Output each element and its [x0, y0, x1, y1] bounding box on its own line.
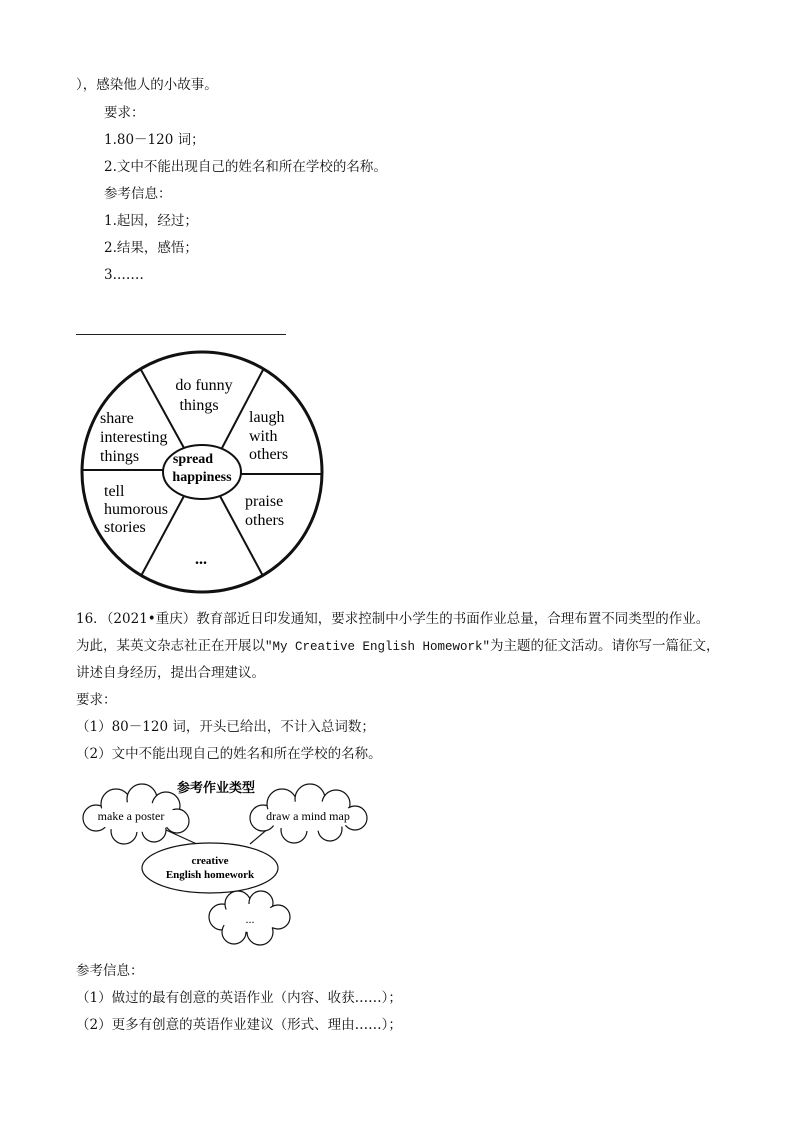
answer-line — [76, 334, 286, 335]
wheel-segment-label: share — [100, 410, 134, 427]
requirement-item: （2）文中不能出现自己的姓名和所在学校的名称。 — [76, 746, 382, 762]
cloud-label: make a poster — [97, 809, 165, 823]
wheel-segment-label: praise — [245, 493, 284, 510]
center-label: creative — [191, 855, 229, 867]
wheel-segment-label: humorous — [104, 501, 168, 518]
wheel-segment-label: others — [245, 512, 285, 529]
reference-item: 3.…… — [104, 267, 144, 283]
requirement-item: （1）80－120 词，开头已给出，不计入总词数； — [76, 719, 375, 735]
text-segment: 为主题的征文活动。请你写一篇征文， — [490, 638, 720, 654]
cloud-label: draw a mind map — [266, 809, 350, 823]
wheel-center-label: happiness — [172, 470, 232, 485]
happiness-wheel — [78, 350, 328, 595]
reference-item: （2）更多有创意的英语作业建议（形式、理由……）； — [76, 1017, 402, 1033]
question-16-line: 讲述自身经历，提出合理建议。 — [76, 665, 265, 681]
essay-theme: "My Creative English Homework" — [265, 640, 491, 654]
center-oval — [142, 843, 278, 893]
center-label: English homework — [165, 869, 255, 881]
requirement-item: 2.文中不能出现自己的姓名和所在学校的名称。 — [104, 159, 387, 175]
wheel-segment-label: interesting — [100, 429, 168, 446]
wheel-segment-label: with — [249, 428, 278, 445]
reference-heading: 参考信息： — [104, 186, 172, 202]
wheel-segment-label: things — [100, 448, 140, 465]
question-16-line — [76, 637, 720, 656]
wheel-segment-label: things — [179, 397, 219, 414]
wheel-segment-label: tell — [104, 483, 125, 500]
wheel-center-label: spread — [172, 452, 214, 467]
reference-heading: 参考信息： — [76, 963, 144, 979]
wheel-segment-label: others — [249, 446, 289, 463]
reference-item: 2.结果，感悟； — [104, 240, 198, 256]
reference-item: （1）做过的最有创意的英语作业（内容、收获……）； — [76, 990, 402, 1006]
diagram-title: 参考作业类型 — [176, 780, 256, 795]
homework-types-diagram — [74, 772, 374, 948]
question-16-intro: 16．（2021•重庆）教育部近日印发通知，要求控制中小学生的书面作业总量，合理布置不同类型的作业。 — [76, 611, 710, 627]
requirements-heading: 要求： — [104, 105, 145, 121]
cloud-label: ... — [245, 912, 255, 926]
wheel-segment-label: stories — [104, 519, 146, 536]
requirements-heading: 要求： — [76, 692, 117, 708]
wheel-segment-label: laugh — [249, 409, 285, 426]
wheel-segment-label: do funny — [175, 377, 233, 394]
reference-item: 1.起因，经过； — [104, 213, 198, 229]
text-line: ），感染他人的小故事。 — [76, 77, 218, 93]
requirement-item: 1.80－120 词； — [104, 132, 205, 148]
text-segment: 为此，某英文杂志社正在开展以 — [76, 638, 265, 654]
wheel-segment-label: ... — [195, 551, 207, 568]
